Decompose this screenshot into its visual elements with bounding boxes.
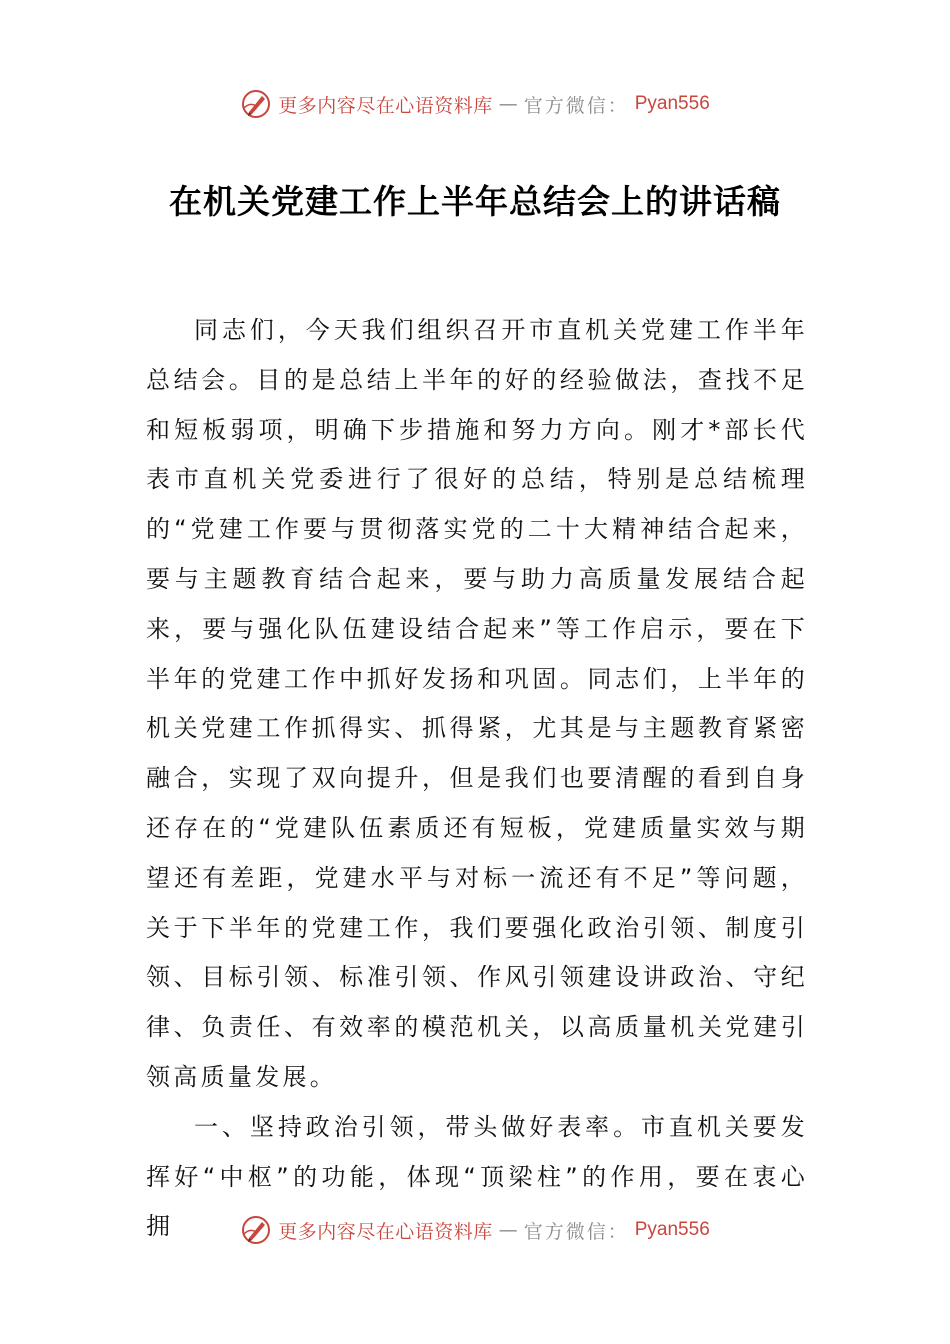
header-watermark bbox=[0, 84, 950, 124]
watermark-label: 官方微信： bbox=[523, 94, 629, 117]
footer-watermark bbox=[0, 1210, 950, 1250]
watermark-main-text: 更多内容尽在心语资料库 bbox=[278, 94, 493, 117]
watermark-main-text: 更多内容尽在心语资料库 bbox=[278, 1220, 493, 1243]
watermark-separator: — bbox=[498, 1219, 518, 1241]
paragraph: 同志们，今天我们组织召开市直机关党建工作半年总结会。目的是总结上半年的好的经验做法，查找不足和短板弱项，明确下步措施和努力方向。刚才*部长代表市直机关党委进行了很好的总结，特别是总结梳理的“党建工作要与贯彻落实党的二十大精神结合起来，要与主题教育结合起来，要与助力高质量发展结合起来，要与强化队伍建设结合起来”等工作启示，要在下半年的党建工作中抓好发扬和巩固。同志们，上半年的机关党建工作抓得实、抓得紧，尤其是与主题教育紧密融合，实现了双向提升，但是我们也要清醒的看到自身还存在的“党建队伍素质还有短板，党建质量实效与期望还有差距，党建水平与对标一流还有不足”等问题，关于下半年的党建工作，我们要强化政治引领、制度引领、目标引领、标准引领、作风引领建设讲政治、守纪律、负责任、有效率的模范机关，以高质量机关党建引领高质量发展。 bbox=[146, 316, 808, 1091]
watermark-wechat-id: Pyan556 bbox=[634, 1219, 710, 1240]
pen-logo-icon bbox=[240, 88, 272, 120]
pen-logo-icon bbox=[240, 1214, 272, 1246]
watermark-label: 官方微信： bbox=[523, 1220, 629, 1243]
document-title: 在机关党建工作上半年总结会上的讲话稿 bbox=[169, 182, 781, 221]
watermark-wechat-id: Pyan556 bbox=[634, 93, 710, 114]
watermark-separator: — bbox=[498, 93, 518, 115]
paragraph: 一、坚持政治引领，带头做好表率。市直机关要发挥好“中枢”的功能，体现“顶梁柱”的作用，要在衷心拥 bbox=[146, 1112, 808, 1241]
document-body bbox=[146, 306, 808, 1252]
